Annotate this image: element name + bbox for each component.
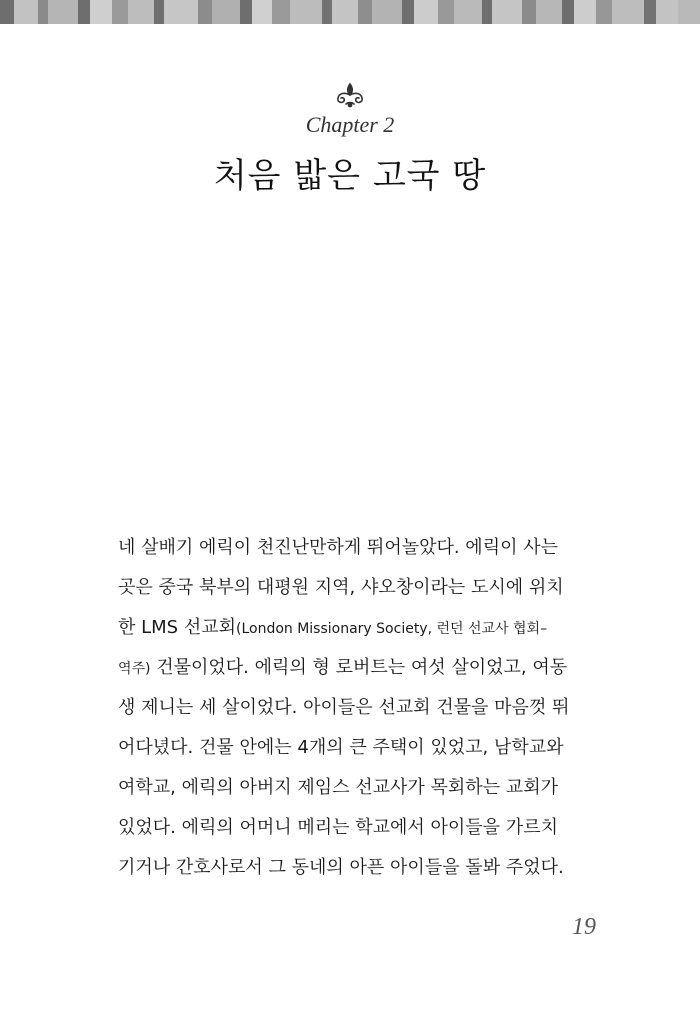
paragraph-line: 여학교, 에릭의 아버지 제임스 선교사가 목회하는 교회가 bbox=[118, 777, 558, 798]
fleur-ornament-icon bbox=[333, 82, 367, 108]
paragraph-line: 어다녔다. 건물 안에는 4개의 큰 주택이 있었고, 남학교와 bbox=[118, 737, 564, 758]
band-stripe bbox=[358, 0, 372, 24]
chapter-label: Chapter 2 bbox=[305, 112, 395, 137]
band-stripe bbox=[14, 0, 38, 24]
chapter-heading bbox=[0, 82, 700, 197]
band-stripe bbox=[78, 0, 90, 24]
band-stripe bbox=[252, 0, 272, 24]
band-stripe bbox=[164, 0, 198, 24]
paragraph-line bbox=[118, 648, 596, 688]
line-note: (London Missionary Society, 런던 선교사 협회– bbox=[235, 621, 548, 637]
band-stripe bbox=[562, 0, 574, 24]
paragraph-line bbox=[118, 608, 596, 648]
band-stripe bbox=[438, 0, 454, 24]
band-stripe bbox=[290, 0, 322, 24]
line-note: 역주) bbox=[118, 661, 151, 677]
band-stripe bbox=[48, 0, 78, 24]
page-number: 19 bbox=[572, 914, 596, 940]
band-stripe bbox=[112, 0, 128, 24]
paragraph-line: 생 제니는 세 살이었다. 아이들은 선교회 건물을 마음껏 뛰 bbox=[118, 697, 570, 718]
top-decorative-band bbox=[0, 0, 700, 24]
band-stripe bbox=[38, 0, 48, 24]
band-stripe bbox=[240, 0, 252, 24]
band-stripe bbox=[656, 0, 678, 24]
band-stripe bbox=[402, 0, 414, 24]
band-stripe bbox=[322, 0, 332, 24]
band-stripe bbox=[90, 0, 112, 24]
paragraph-line: 네 살배기 에릭이 천진난만하게 뛰어놀았다. 에릭이 사는 bbox=[118, 537, 558, 558]
paragraph-line: 기거나 간호사로서 그 동네의 아픈 아이들을 돌봐 주었다. bbox=[118, 857, 564, 878]
band-stripe bbox=[612, 0, 644, 24]
line-text: 건물이었다. 에릭의 형 로버트는 여섯 살이었고, 여동 bbox=[150, 657, 568, 678]
paragraph-line: 있었다. 에릭의 어머니 메리는 학교에서 아이들을 가르치 bbox=[118, 817, 558, 838]
band-stripe bbox=[212, 0, 240, 24]
band-stripe bbox=[372, 0, 402, 24]
band-stripe bbox=[492, 0, 522, 24]
body-paragraph bbox=[118, 528, 596, 888]
band-stripe bbox=[574, 0, 596, 24]
band-stripe bbox=[454, 0, 482, 24]
line-text: 한 LMS 선교회 bbox=[118, 617, 236, 638]
band-stripe bbox=[536, 0, 562, 24]
band-stripe bbox=[482, 0, 492, 24]
band-stripe bbox=[272, 0, 290, 24]
band-stripe bbox=[522, 0, 536, 24]
paragraph-line: 곳은 중국 북부의 대평원 지역, 샤오창이라는 도시에 위치 bbox=[118, 577, 564, 598]
chapter-title: 처음 밟은 고국 땅 bbox=[213, 156, 487, 196]
band-stripe bbox=[198, 0, 212, 24]
band-stripe bbox=[154, 0, 164, 24]
band-stripe bbox=[596, 0, 612, 24]
band-stripe bbox=[128, 0, 154, 24]
band-stripe bbox=[414, 0, 438, 24]
band-stripe bbox=[332, 0, 358, 24]
band-stripe bbox=[0, 0, 14, 24]
band-stripe bbox=[644, 0, 656, 24]
